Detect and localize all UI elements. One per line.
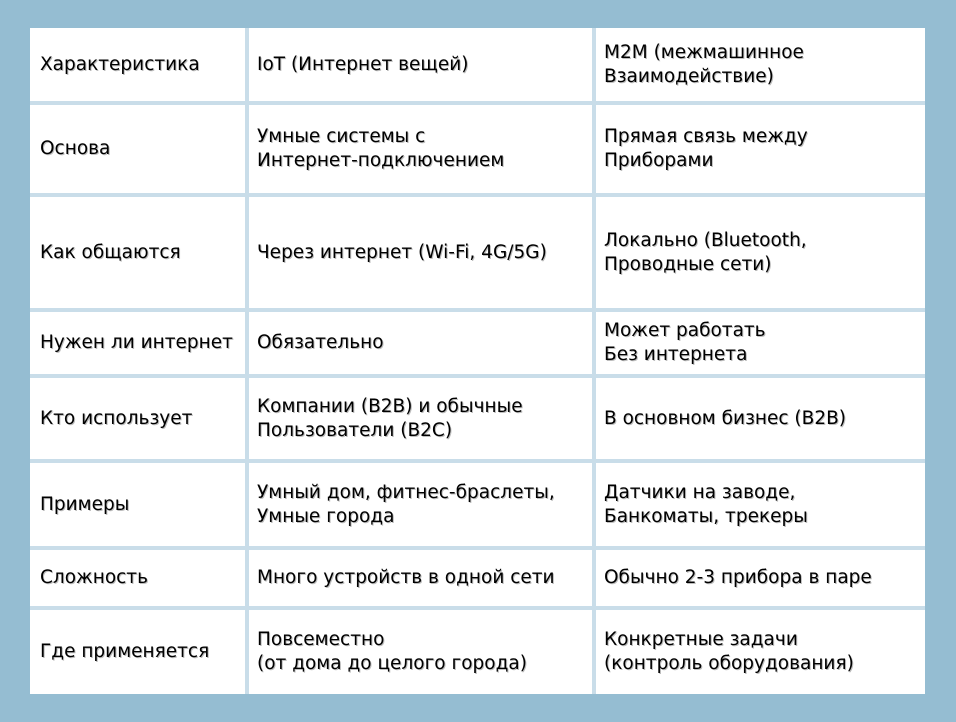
table-cell xyxy=(249,610,596,694)
cell-text: Как общаются xyxy=(40,241,181,263)
table-row xyxy=(30,28,925,105)
cell-text: Приборами xyxy=(604,150,714,171)
table-cell xyxy=(596,105,925,197)
cell-text: Много устройств в одной сети xyxy=(257,567,555,588)
table-row xyxy=(30,312,925,378)
cell-text: Повсеместно xyxy=(257,629,385,650)
table-row xyxy=(30,197,925,312)
table-cell xyxy=(249,378,596,463)
comparison-table xyxy=(30,28,925,694)
cell-text: M2M (межмашинное xyxy=(604,41,804,63)
cell-text: Локально (Bluetooth, xyxy=(604,229,807,251)
table-row xyxy=(30,105,925,197)
table-cell xyxy=(249,550,596,610)
cell-text: В основном бизнес (B2B) xyxy=(604,407,847,429)
table-cell xyxy=(30,550,249,610)
table-cell xyxy=(596,312,925,378)
cell-text: Где применяется xyxy=(40,641,210,662)
cell-text: Взаимодействие) xyxy=(604,65,774,87)
table-row xyxy=(30,378,925,463)
table-cell xyxy=(596,197,925,312)
table-cell xyxy=(249,28,596,105)
cell-text: Обязательно xyxy=(257,332,384,353)
table-cell xyxy=(596,550,925,610)
cell-text: Нужен ли интернет xyxy=(40,332,233,353)
cell-text: Компании (B2B) и обычные xyxy=(257,395,523,417)
cell-text: Умный дом, фитнес-браслеты, xyxy=(257,481,555,503)
table-cell xyxy=(30,312,249,378)
cell-text: (от дома до целого города) xyxy=(257,653,527,674)
table-body xyxy=(30,28,925,694)
table-row xyxy=(30,550,925,610)
table-cell xyxy=(249,105,596,197)
cell-text: Прямая связь между xyxy=(604,126,808,147)
table-cell xyxy=(596,28,925,105)
cell-text: IoT (Интернет вещей) xyxy=(257,53,469,75)
cell-text: Кто использует xyxy=(40,407,193,429)
cell-text: (контроль оборудования) xyxy=(604,653,854,674)
cell-text: Умные города xyxy=(257,505,395,527)
table-cell xyxy=(30,610,249,694)
table-cell xyxy=(30,105,249,197)
cell-text: Без интернета xyxy=(604,344,748,365)
cell-text: Может работать xyxy=(604,320,766,341)
cell-text: Датчики на заводе, xyxy=(604,481,796,503)
table-cell xyxy=(30,197,249,312)
cell-text: Основа xyxy=(40,138,111,159)
table-cell xyxy=(30,378,249,463)
cell-text: Интернет-подключением xyxy=(257,150,505,171)
table-cell xyxy=(596,378,925,463)
cell-text: Обычно 2-3 прибора в паре xyxy=(604,567,872,588)
cell-text: Через интернет (Wi-Fi, 4G/5G) xyxy=(257,241,547,263)
table-cell xyxy=(30,463,249,550)
table-cell xyxy=(30,28,249,105)
table-cell xyxy=(596,610,925,694)
table-cell xyxy=(249,197,596,312)
table-row xyxy=(30,610,925,694)
table-cell xyxy=(596,463,925,550)
cell-text: Пользователи (B2C) xyxy=(257,419,453,441)
cell-text: Примеры xyxy=(40,493,130,515)
cell-text: Умные системы с xyxy=(257,126,426,147)
table-cell xyxy=(249,312,596,378)
cell-text: Проводные сети) xyxy=(604,253,772,275)
table-cell xyxy=(249,463,596,550)
cell-text: Характеристика xyxy=(40,53,200,75)
table-row xyxy=(30,463,925,550)
cell-text: Конкретные задачи xyxy=(604,629,798,650)
cell-text: Банкоматы, трекеры xyxy=(604,505,808,527)
cell-text: Сложность xyxy=(40,567,148,588)
